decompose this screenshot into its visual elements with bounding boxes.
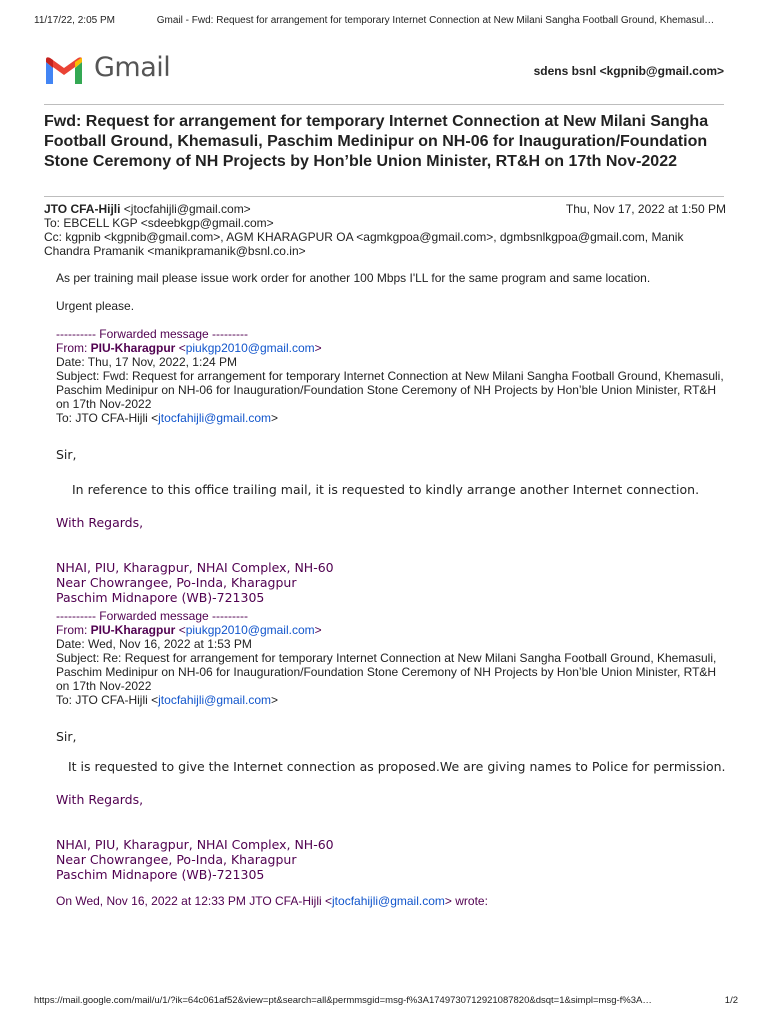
- signature-line: Paschim Midnapore (WB)-721305: [56, 867, 265, 882]
- from-label: From:: [56, 341, 91, 355]
- body-line: Urgent please.: [56, 299, 135, 313]
- forward-sender-name: PIU-Kharagpur: [90, 623, 176, 637]
- message-body: [56, 271, 726, 908]
- subject-divider: [44, 196, 724, 197]
- sender-email: <jtocfahijli@gmail.com>: [123, 202, 251, 216]
- logo-row: [44, 52, 724, 92]
- forward-sender-email[interactable]: piukgp2010@gmail.com: [185, 623, 315, 637]
- regards: With Regards,: [56, 515, 144, 530]
- forward-to-email[interactable]: jtocfahijli@gmail.com: [158, 693, 272, 707]
- account-label: sdens bsnl <kgpnib@gmail.com>: [533, 64, 724, 78]
- signature-line: NHAI, PIU, Kharagpur, NHAI Complex, NH-60: [56, 837, 334, 852]
- sender-line: [44, 202, 726, 216]
- forward-from: From: PIU-Kharagpur <piukgp2010@gmail.com>: [56, 623, 322, 637]
- signature-line: Paschim Midnapore (WB)-721305: [56, 590, 265, 605]
- greeting: Sir,: [56, 447, 77, 462]
- forward-from: From: PIU-Kharagpur <piukgp2010@gmail.com>: [56, 341, 322, 355]
- quoted-header: [56, 894, 726, 908]
- regards: With Regards,: [56, 792, 144, 807]
- message-header: [44, 202, 726, 258]
- quote-email[interactable]: jtocfahijli@gmail.com: [332, 894, 445, 908]
- quote-prefix: On Wed, Nov 16, 2022 at 12:33 PM JTO CFA-Hijli <: [56, 894, 333, 908]
- forward-text: It is requested to give the Internet connection as proposed.We are giving names to Police for permission.: [68, 759, 726, 774]
- body-line: As per training mail please issue work order for another 100 Mbps I'LL for the same program and same location.: [56, 271, 651, 285]
- print-header: [34, 15, 738, 26]
- sender-name: JTO CFA-Hijli: [44, 202, 121, 216]
- forward-marker: ---------- Forwarded message ---------: [56, 609, 248, 623]
- header-divider: [44, 104, 724, 105]
- from-label: From:: [56, 623, 91, 637]
- email-subject: Fwd: Request for arrangement for temporary Internet Connection at New Milani Sangha Football Ground, Khemasuli, Paschim Medinipur on NH-06 for Inauguration/Foundation Stone Ceremony of NH Projects by Hon’ble Union Minister, RT&H on 17th Nov-2022: [44, 113, 709, 170]
- forward-date: Date: Thu, 17 Nov, 2022, 1:24 PM: [56, 355, 237, 369]
- forward-subject: Subject: Fwd: Request for arrangement for temporary Internet Connection at New Milani Sangha Football Ground, Khemasuli, Paschim Medinipur on NH-06 for Inauguration/Foundation Stone Ceremony of NH Projects by Hon’ble Union Minister, RT&H on 17th Nov-2022: [56, 369, 724, 411]
- greeting: Sir,: [56, 729, 77, 744]
- print-footer: [34, 995, 738, 1006]
- forward-to-email[interactable]: jtocfahijli@gmail.com: [158, 411, 272, 425]
- to-label: To: JTO CFA-Hijli <: [56, 411, 159, 425]
- signature-line: Near Chowrangee, Po-Inda, Kharagpur: [56, 852, 297, 867]
- recipient-cc: Cc: kgpnib <kgpnib@gmail.com>, AGM KHARAGPUR OA <agmkgpoa@gmail.com>, dgmbsnlkgpoa@gmail.com, Manik Chandra Pramanik <manikpramanik@bsnl.co.in>: [44, 230, 684, 258]
- recipient-to: To: EBCELL KGP <sdeebkgp@gmail.com>: [44, 216, 274, 230]
- forward-date: Date: Wed, Nov 16, 2022 at 1:53 PM: [56, 637, 252, 651]
- signature-line: Near Chowrangee, Po-Inda, Kharagpur: [56, 575, 297, 590]
- gmail-wordmark: Gmail: [94, 52, 171, 83]
- forwarded-block: [56, 327, 726, 605]
- signature-line: NHAI, PIU, Kharagpur, NHAI Complex, NH-60: [56, 560, 334, 575]
- print-title: Gmail - Fwd: Request for arrangement for temporary Internet Connection at New Milani Sangha Football Ground, Khemasul…: [156, 15, 715, 26]
- forward-sender-email[interactable]: piukgp2010@gmail.com: [185, 341, 315, 355]
- forwarded-block: [56, 609, 726, 882]
- forward-to: To: JTO CFA-Hijli <jtocfahijli@gmail.com>: [56, 693, 279, 707]
- quote-suffix: > wrote:: [444, 894, 488, 908]
- forward-sender-name: PIU-Kharagpur: [90, 341, 176, 355]
- forward-text: In reference to this office trailing mail, it is requested to kindly arrange another Internet connection.: [72, 482, 700, 497]
- forward-subject: Subject: Re: Request for arrangement for temporary Internet Connection at New Milani Sangha Football Ground, Khemasuli, Paschim Medinipur on NH-06 for Inauguration/Foundation Stone Ceremony of NH Projects by Hon’ble Union Minister, RT&H on 17th Nov-2022: [56, 651, 717, 693]
- print-url[interactable]: https://mail.google.com/mail/u/1/?ik=64c061af52&view=pt&search=all&permmsgid=msg-f%3A1749730712921087820&dsqt=1&simpl=msg-f%3A…: [34, 995, 652, 1006]
- forward-to: To: JTO CFA-Hijli <jtocfahijli@gmail.com>: [56, 411, 279, 425]
- page-number: 1/2: [724, 995, 738, 1006]
- print-datetime: 11/17/22, 2:05 PM: [34, 15, 115, 26]
- gmail-logo-icon: [44, 56, 84, 86]
- message-date: Thu, Nov 17, 2022 at 1:50 PM: [565, 202, 726, 216]
- forward-marker: ---------- Forwarded message ---------: [56, 327, 248, 341]
- to-label: To: JTO CFA-Hijli <: [56, 693, 159, 707]
